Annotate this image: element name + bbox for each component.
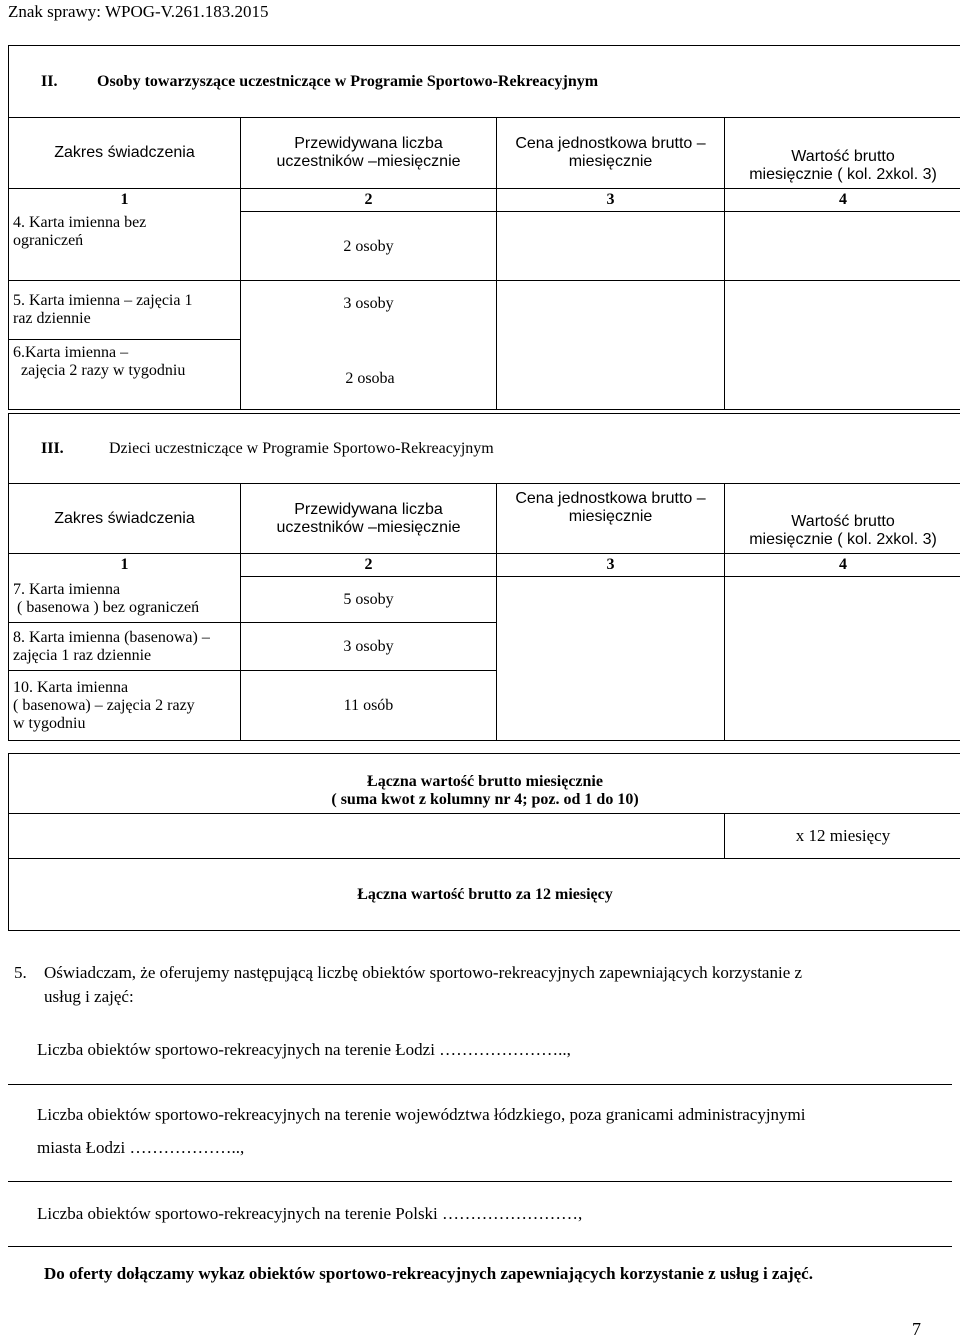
row-5-price xyxy=(497,281,725,410)
col-value-header: Wartość brutto miesięcznie ( kol. 2xkol. 3) xyxy=(725,118,960,189)
row-6-scope: 6.Karta imienna – zajęcia 2 razy w tygodniu xyxy=(9,340,241,410)
declaration-line-1: Oświadczam, że oferujemy następującą liczbę obiektów sportowo-rekreacyjnych zapewniających korzystanie z xyxy=(44,963,802,983)
section-3-table xyxy=(8,413,960,741)
row-8-scope: 8. Karta imienna (basenowa) – zajęcia 1 raz dziennie xyxy=(9,623,241,671)
col-value-header-3: Wartość brutto miesięcznie ( kol. 2xkol. 3) xyxy=(725,484,960,554)
col-unit-price-header: Cena jednostkowa brutto – miesięcznie xyxy=(497,118,725,189)
row-10-scope: 10. Karta imienna ( basenowa) – zajęcia 2 razy w tygodniu xyxy=(9,671,241,741)
col-unit-price-header-3: Cena jednostkowa brutto – miesięcznie xyxy=(497,484,725,554)
col-num-3-3: 3 xyxy=(497,554,725,577)
case-number-header: Znak sprawy: WPOG-V.261.183.2015 xyxy=(8,2,269,22)
divider-2 xyxy=(8,1181,952,1182)
yearly-total-label: Łączna wartość brutto za 12 miesięcy xyxy=(9,859,960,931)
row-6-count: 2 osoba xyxy=(242,370,498,388)
monthly-total-label: Łączna wartość brutto miesięcznie ( suma kwot z kolumny nr 4; poz. od 1 do 10) xyxy=(9,754,960,814)
objects-poland: Liczba obiektów sportowo-rekreacyjnych na terenie Polski ……………………, xyxy=(37,1204,582,1224)
row-4-price xyxy=(497,212,725,281)
row-5-value xyxy=(725,281,960,410)
row-5-count: 3 osoby xyxy=(241,281,497,410)
row-10-count: 11 osób xyxy=(241,671,497,741)
divider-3 xyxy=(8,1246,952,1247)
objects-lodz: Liczba obiektów sportowo-rekreacyjnych na terenie Łodzi ………………….., xyxy=(37,1040,571,1060)
col-num-4-3: 4 xyxy=(725,554,960,577)
col-num-3: 3 xyxy=(497,189,725,212)
col-participants-header: Przewidywana liczba uczestników –miesięcznie xyxy=(241,118,497,189)
final-statement: Do oferty dołączamy wykaz obiektów sportowo-rekreacyjnych zapewniających korzystanie z usług i zajęć. xyxy=(44,1264,813,1284)
row-5-scope: 5. Karta imienna – zajęcia 1 raz dziennie xyxy=(9,281,241,340)
section-3-number: III. xyxy=(41,440,109,458)
row-7-scope: 7. Karta imienna ( basenowa ) bez ograniczeń xyxy=(9,577,241,623)
col-scope-header-3: Zakres świadczenia xyxy=(9,484,241,554)
row-7-value xyxy=(725,577,960,741)
col-participants-header-3: Przewidywana liczba uczestników –miesięcznie xyxy=(241,484,497,554)
col-num-4: 4 xyxy=(725,189,960,212)
row-7-price xyxy=(497,577,725,741)
monthly-total-value xyxy=(9,814,725,859)
divider-1 xyxy=(8,1084,952,1085)
row-7-count: 5 osoby xyxy=(241,577,497,623)
row-4-value xyxy=(725,212,960,281)
objects-voivodeship-line-1: Liczba obiektów sportowo-rekreacyjnych na terenie województwa łódzkiego, poza granicami administracyjnymi xyxy=(37,1105,806,1125)
section-3-title: Dzieci uczestniczące w Programie Sportowo-Rekreacyjnym xyxy=(109,440,494,457)
section-2-number: II. xyxy=(41,73,97,91)
row-4-count: 2 osoby xyxy=(241,212,497,281)
page-number: 7 xyxy=(912,1319,921,1340)
section-2-table xyxy=(8,45,960,410)
col-num-1: 1 xyxy=(9,189,241,212)
declaration-line-2: usług i zajęć: xyxy=(44,987,134,1007)
row-8-count: 3 osoby xyxy=(241,623,497,671)
section-2-title: Osoby towarzyszące uczestniczące w Programie Sportowo-Rekreacyjnym xyxy=(97,73,598,90)
totals-table xyxy=(8,753,960,931)
col-num-2-3: 2 xyxy=(241,554,497,577)
col-num-2: 2 xyxy=(241,189,497,212)
months-multiplier: x 12 miesięcy xyxy=(725,814,960,859)
col-scope-header: Zakres świadczenia xyxy=(9,118,241,189)
declaration-number: 5. xyxy=(14,963,27,983)
row-4-scope: 4. Karta imienna bez ograniczeń xyxy=(9,212,241,281)
objects-voivodeship-line-2: miasta Łodzi ……………….., xyxy=(37,1138,244,1158)
col-num-1-3: 1 xyxy=(9,554,241,577)
